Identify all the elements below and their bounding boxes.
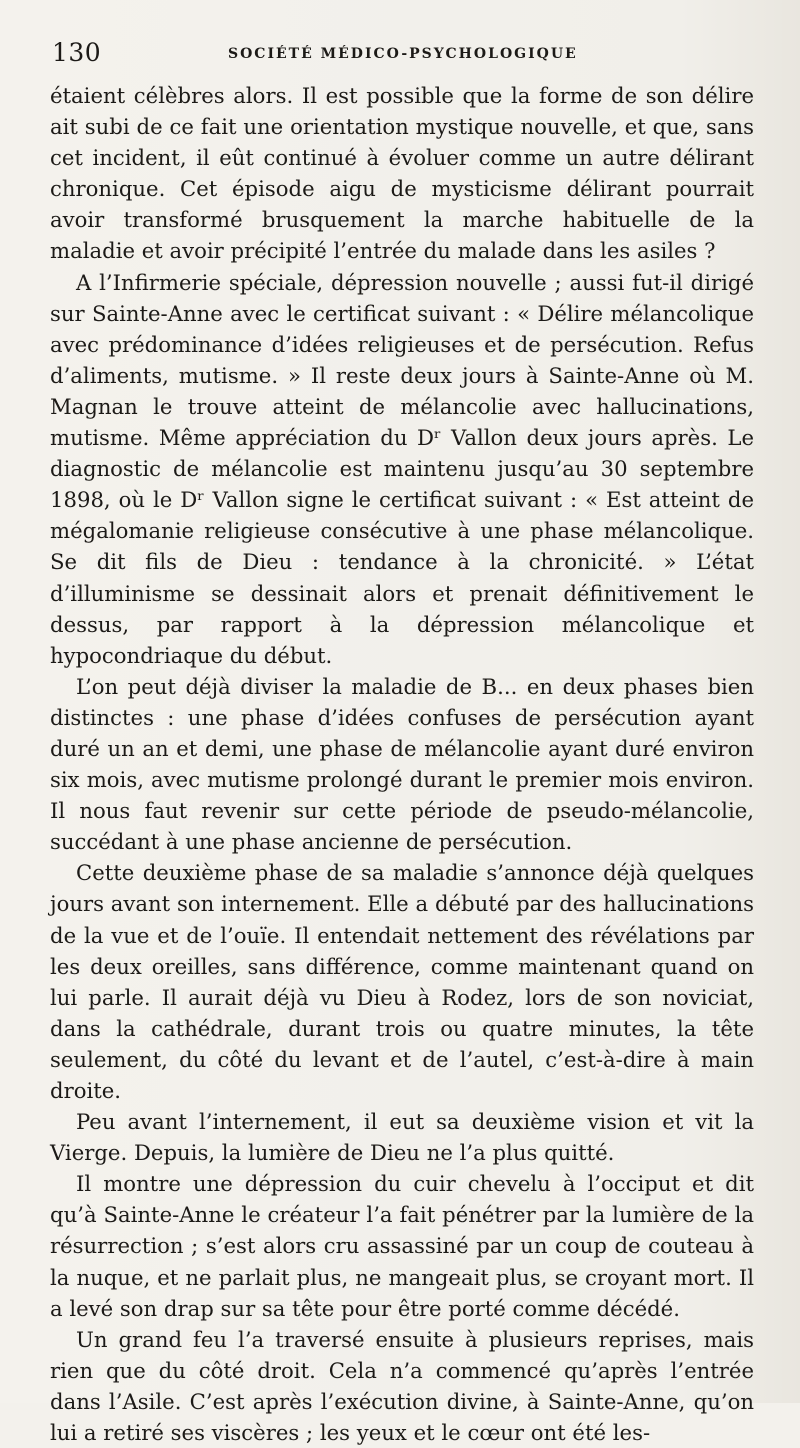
body-text <box>50 80 754 1448</box>
running-head: SOCIÉTÉ MÉDICO-PSYCHOLOGIQUE <box>228 46 578 62</box>
paragraph: Cette deuxième phase de sa maladie s’annonce déjà quelques jours avant son internement. Elle a débuté par des hallucinations de la vue et de l’ouïe. Il entendait nettement des révélations par les deux oreilles, sans différence, comme maintenant quand on lui parle. Il aurait déjà vu Dieu à Rodez, lors de son noviciat, dans la cathédrale, durant trois ou quatre minutes, la tête seulement, du côté du levant et de l’autel, c’est-à-dire à main droite. <box>50 860 754 1103</box>
paragraph: A l’Infirmerie spéciale, dépression nouvelle ; aussi fut-il dirigé sur Sainte-Anne avec le certificat suivant : « Délire mélancolique avec prédominance d’idées religieuses et de persécution. Refus d’aliments, mutisme. » Il reste deux jours à Sainte-Anne où M. Magnan le trouve atteint de mélancolie avec hallucinations, mutisme. Même appréciation du Dʳ Vallon deux jours après. Le diagnostic de mélancolie est maintenu jusqu’au 30 septembre 1898, où le Dʳ Vallon signe le certificat suivant : « Est atteint de mégalomanie religieuse consécutive à une phase mélancolique. Se dit fils de Dieu : tendance à la chronicité. » L’état d’illuminisme se dessinait alors et prenait définitivement le dessus, par rapport à la dépression mélancolique et hypocondriaque du début. <box>50 269 754 668</box>
paragraph: étaient célèbres alors. Il est possible que la forme de son délire ait subi de ce fait une orientation mystique nouvelle, et que, sans cet incident, il eût continué à évoluer comme un autre délirant chronique. Cet épisode aigu de mysticisme délirant pourrait avoir transformé brusquement la marche habituelle de la maladie et avoir précipité l’entrée du malade dans les asiles ? <box>50 83 754 264</box>
page-number: 130 <box>52 38 102 67</box>
paragraph: L’on peut déjà diviser la maladie de B... en deux phases bien distinctes : une phase d’idées confuses de persécution ayant duré un an et demi, une phase de mélancolie ayant duré environ six mois, avec mutisme prolongé durant le premier mois environ. Il nous faut revenir sur cette période de pseudo-mélancolie, succédant à une phase ancienne de persécution. <box>50 673 754 855</box>
paragraph: Un grand feu l’a traversé ensuite à plusieurs reprises, mais rien que du côté droit. Cela n’a commencé qu’après l’entrée dans l’Asile. C’est après l’exécution divine, à Sainte-Anne, qu’on lui a retiré ses viscères ; les yeux et le cœur ont été les- <box>50 1326 754 1446</box>
paragraph: Il montre une dépression du cuir chevelu à l’occiput et dit qu’à Sainte-Anne le créateur l’a fait pénétrer par la lumière de la résurrection ; s’est alors cru assassiné par un coup de couteau à la nuque, et ne parlait plus, ne mangeait plus, se croyant mort. Il a levé son drap sur sa tête pour être porté comme décédé. <box>50 1171 754 1321</box>
page-header <box>50 36 754 80</box>
paragraph: Peu avant l’internement, il eut sa deuxième vision et vit la Vierge. Depuis, la lumière de Dieu ne l’a plus quitté. <box>50 1109 754 1166</box>
